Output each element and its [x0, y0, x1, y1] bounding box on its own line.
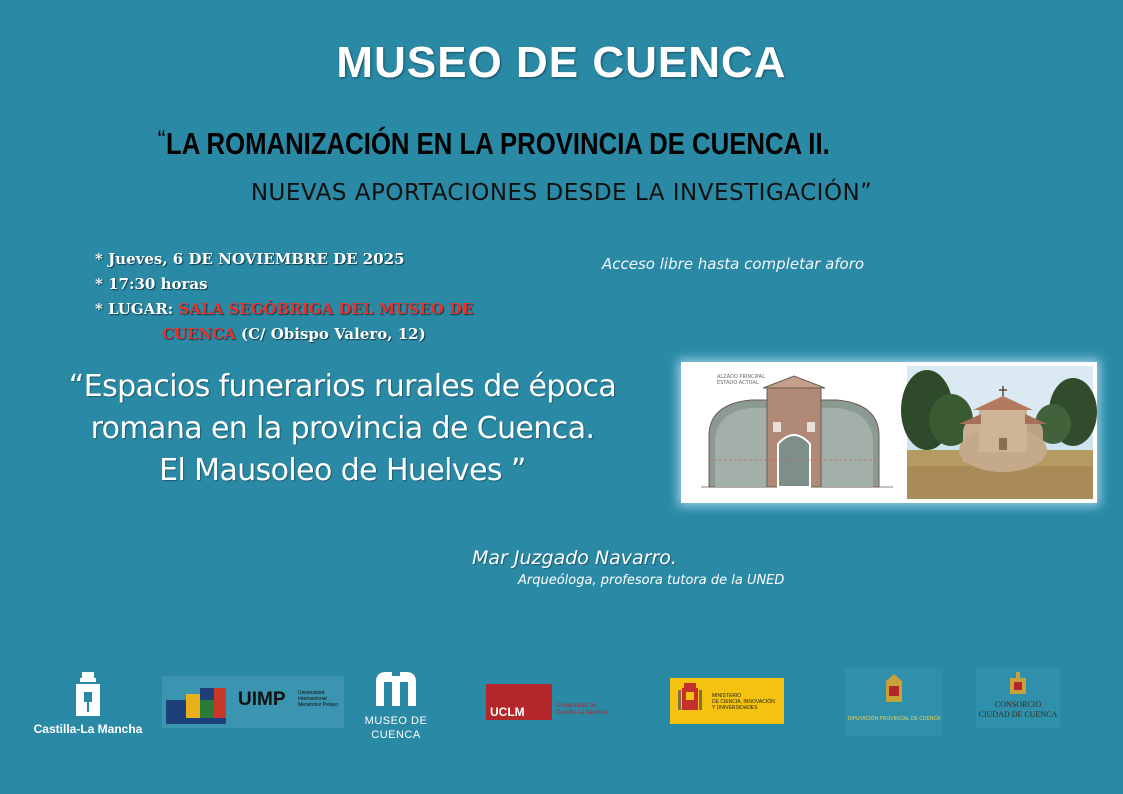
talk-line-3: El Mausoleo de Huelves ” [159, 453, 526, 488]
cycle-subtitle [0, 180, 1123, 206]
consorcio-label-2: CIUDAD DE CUENCA [978, 710, 1058, 719]
ministerio-label-1: MINISTERIO [712, 693, 742, 699]
mausoleum-photo [901, 366, 1097, 499]
consorcio-logo [976, 668, 1060, 728]
mausoleum-section-drawing [685, 366, 903, 499]
talk-line-2: romana en la provincia de Cuenca. [90, 411, 595, 446]
ministerio-logo [670, 678, 784, 724]
access-note: Acceso libre hasta completar aforo [602, 255, 865, 273]
uclm-logo [486, 684, 616, 722]
jccm-emblem-icon [32, 668, 144, 720]
ministerio-label-2: DE CIENCIA, INNOVACIÓN [712, 699, 775, 705]
uclm-label: UCLM [490, 705, 525, 719]
consorcio-shield-icon [976, 668, 1060, 698]
consorcio-label-1: CONSORCIO [994, 700, 1042, 709]
event-info [95, 247, 473, 347]
uimp-label: UIMP [238, 689, 286, 710]
museo-label [364, 714, 428, 742]
speaker-role: Arqueóloga, profesora tutora de la UNED [518, 573, 785, 588]
open-quote: “ [157, 126, 166, 153]
spain-shield-icon [672, 678, 708, 724]
uimp-blocks-icon [162, 676, 240, 728]
ministerio-label-3: Y UNIVERSIDADES [712, 705, 758, 711]
talk-title [30, 366, 655, 492]
museo-label-2: CUENCA [371, 729, 421, 741]
jccm-logo [32, 668, 144, 742]
place-label: * LUGAR: [95, 300, 174, 318]
diputacion-shield-icon [845, 668, 943, 714]
uimp-small-label: Universidad Internacional Menéndez Pelayo [298, 690, 339, 708]
museo-label-1: MUSEO DE [364, 715, 428, 727]
consorcio-label [976, 700, 1060, 720]
place-line-2 [95, 322, 473, 347]
cycle-subtitle-text: NUEVAS APORTACIONES DESDE LA INVESTIGACIÓN [250, 180, 861, 206]
museo-cuenca-logo [364, 668, 428, 744]
event-date [95, 247, 473, 272]
cycle-title [0, 126, 1123, 162]
event-place [95, 297, 473, 347]
date-prefix: * Jueves, [95, 250, 168, 268]
diputacion-logo [845, 668, 943, 736]
date-value: 6 DE NOVIEMBRE DE 2025 [172, 250, 405, 268]
cycle-title-text: LA ROMANIZACIÓN EN LA PROVINCIA DE CUENCA II. [165, 126, 830, 161]
place-name-1: SALA SEGÓBRIGA DEL MUSEO DE [178, 300, 474, 318]
uclm-small-label [556, 703, 607, 717]
talk-line-1: “Espacios funerarios rurales de época [68, 369, 617, 404]
jccm-label: Castilla-La Mancha [33, 722, 143, 736]
svg-text:ESTADO ACTUAL: ESTADO ACTUAL [717, 380, 759, 386]
event-time: * 17:30 horas [95, 275, 208, 293]
museo-arch-icon [364, 668, 428, 708]
place-address: (C/ Obispo Valero, 12) [240, 325, 426, 343]
speaker-name: Mar Juzgado Navarro. [472, 547, 677, 569]
place-name-2: CUENCA [162, 325, 236, 343]
mausoleum-images-svg [681, 362, 1097, 503]
page-title: MUSEO DE CUENCA [336, 38, 787, 87]
mausoleum-images [681, 362, 1097, 503]
uclm-small-2: Castilla-La Mancha [556, 710, 608, 716]
uimp-logo [162, 676, 344, 728]
diputacion-label: DIPUTACIÓN PROVINCIAL DE CUENCA [847, 716, 941, 722]
close-quote: ” [860, 180, 873, 205]
uclm-small-1: Universidad de [556, 703, 597, 709]
ministerio-label [712, 693, 775, 711]
svg-text:ALZADO PRINCIPAL: ALZADO PRINCIPAL [717, 374, 765, 380]
